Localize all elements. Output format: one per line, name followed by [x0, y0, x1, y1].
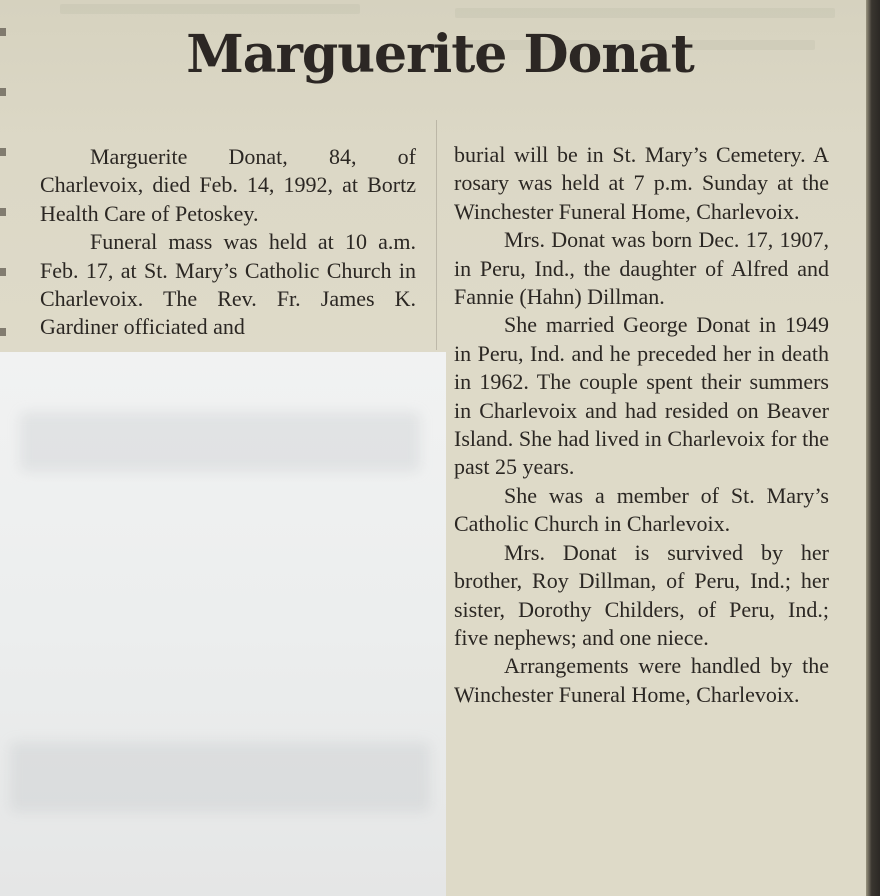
paragraph-death-notice: Marguerite Donat, 84, of Charlevoix, died Feb. 14, 1992, at Bortz Health Care of Petoskey.	[40, 144, 416, 226]
paragraph-membership: She was a member of St. Mary’s Catholic Church in Charlevoix.	[454, 482, 829, 537]
obituary-headline: Marguerite Donat	[186, 24, 694, 85]
paragraph-birth: Mrs. Donat was born Dec. 17, 1907, in Peru, Ind., the daughter of Alfred and Fannie (Hahn) Dillman.	[454, 227, 829, 310]
paragraph-burial: burial will be in St. Mary’s Cemetery. A rosary was held at 7 p.m. Sunday at the Winchester Funeral Home, Charlevoix.	[454, 142, 829, 224]
page-edge-shadow	[866, 0, 880, 896]
bleed-through-line	[455, 8, 835, 18]
column-divider	[436, 120, 437, 350]
blank-paper-area	[0, 352, 446, 896]
right-column	[454, 141, 829, 709]
left-column	[40, 143, 416, 342]
paragraph-funeral-mass: Funeral mass was held at 10 a.m. Feb. 17, at St. Mary’s Catholic Church in Charlevoix. The Rev. Fr. James K. Gardiner officiated and	[40, 229, 416, 340]
bleed-through-line	[60, 4, 360, 14]
faint-shadow	[20, 412, 420, 472]
paragraph-arrangements: Arrangements were handled by the Winchester Funeral Home, Charlevoix.	[454, 653, 829, 707]
paragraph-survivors: Mrs. Donat is survived by her brother, Roy Dillman, of Peru, Ind.; her sister, Dorothy Childers, of Peru, Ind.; five nephews; and one niece.	[454, 539, 829, 650]
paragraph-marriage: She married George Donat in 1949 in Peru, Ind. and he preceded her in death in 1962. The couple spent their summers in Charlevoix and had resided on Beaver Island. She had lived in Charlevoix for the past 25 years.	[454, 312, 829, 480]
faint-shadow	[10, 742, 430, 812]
